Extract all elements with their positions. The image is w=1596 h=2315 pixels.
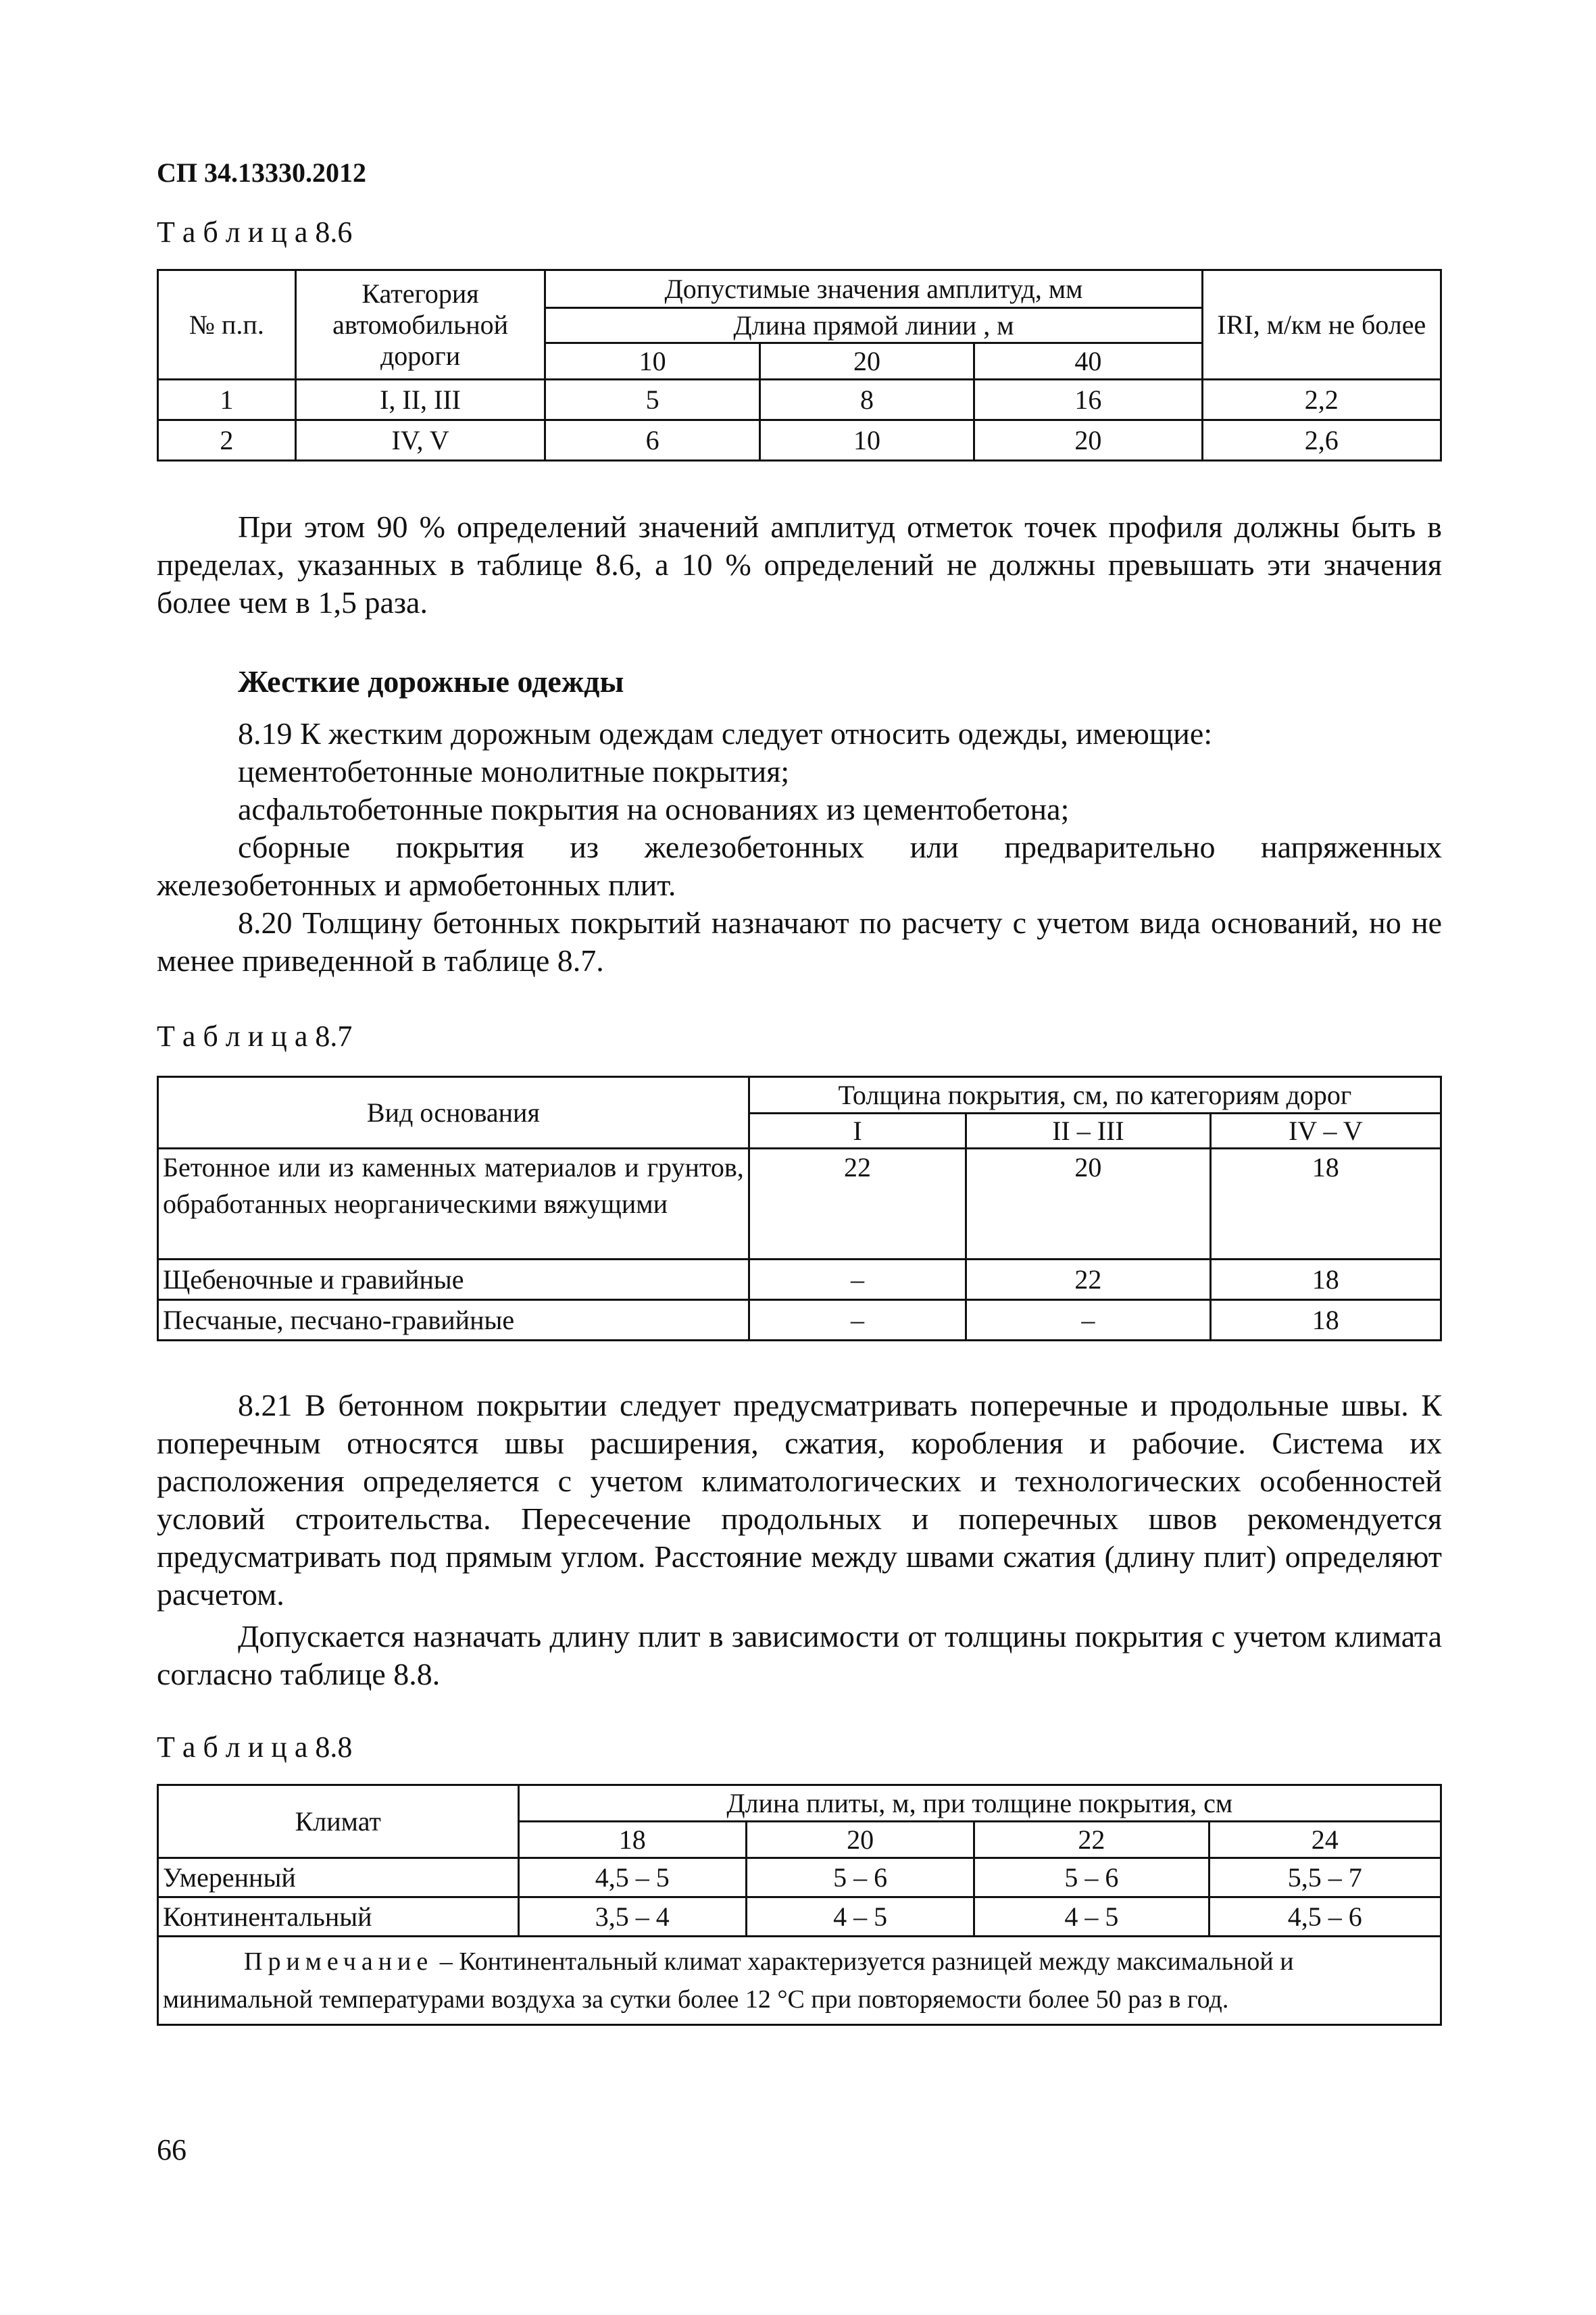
thickness-18: 18 bbox=[518, 1822, 746, 1858]
cell-base: Щебеночные и гравийные bbox=[158, 1260, 749, 1300]
cell-category: IV, V bbox=[295, 420, 545, 461]
cell-base: Бетонное или из каменных материалов и грунтов, обработанных неорганическими вяжущими bbox=[158, 1149, 749, 1260]
table-8-7 bbox=[157, 1076, 1442, 1341]
cell-value: 5 bbox=[545, 380, 759, 420]
header-thickness: Толщина покрытия, см, по категориям дорог bbox=[749, 1077, 1441, 1114]
header-amplitude: Допустимые значения амплитуд, мм bbox=[545, 270, 1202, 308]
document-code: СП 34.13330.2012 bbox=[157, 157, 366, 188]
table-row bbox=[158, 1858, 1441, 1897]
cell-climate: Умеренный bbox=[158, 1858, 519, 1897]
cell-value: 20 bbox=[974, 420, 1202, 461]
length-20: 20 bbox=[759, 343, 974, 380]
cell-value: 4,5 – 6 bbox=[1209, 1897, 1441, 1937]
table-note-row bbox=[158, 1937, 1441, 2025]
cell-value: 4 – 5 bbox=[974, 1897, 1209, 1937]
paragraph-8-19-item: асфальтобетонные покрытия на основаниях из цементобетона; bbox=[238, 792, 1070, 826]
cell-value: – bbox=[749, 1260, 966, 1300]
category-1: I bbox=[749, 1114, 966, 1149]
table-row bbox=[158, 380, 1441, 420]
header-base: Вид основания bbox=[158, 1077, 749, 1149]
header-line-length: Длина прямой линии , м bbox=[545, 308, 1202, 343]
section-heading: Жесткие дорожные одежды bbox=[238, 664, 624, 699]
header-category: Категория автомобильной дороги bbox=[295, 270, 545, 380]
cell-value: – bbox=[749, 1300, 966, 1341]
cell-num: 2 bbox=[158, 420, 296, 461]
cell-category: I, II, III bbox=[295, 380, 545, 420]
cell-value: 18 bbox=[1210, 1300, 1441, 1341]
table-row bbox=[158, 1260, 1441, 1300]
header-slab-length: Длина плиты, м, при толщине покрытия, см bbox=[518, 1785, 1441, 1822]
table-8-6 bbox=[157, 269, 1442, 462]
note-text: – Континентальный климат характеризуется разницей между максимальной и минимальной температурами воздуха за сутки более 12 °С при повторяемости более 50 раз в год. bbox=[163, 1947, 1294, 2014]
cell-value: 20 bbox=[966, 1149, 1210, 1260]
cell-value: 16 bbox=[974, 380, 1202, 420]
length-10: 10 bbox=[545, 343, 759, 380]
cell-value: 8 bbox=[759, 380, 974, 420]
paragraph-amplitudes: При этом 90 % определений значений амплитуд отметок точек профиля должны быть в пределах, указанных в таблице 8.6, а 10 % определений не должны превышать эти значения более чем в 1,5 раза. bbox=[157, 509, 1442, 620]
table-8-6-caption: Т а б л и ц а 8.6 bbox=[157, 216, 353, 249]
thickness-24: 24 bbox=[1209, 1822, 1441, 1858]
cell-value: 4,5 – 5 bbox=[518, 1858, 746, 1897]
paragraph-8-20: 8.20 Толщину бетонных покрытий назначают по расчету с учетом вида оснований, но не менее приведенной в таблице 8.7. bbox=[157, 905, 1442, 978]
cell-value: 5 – 6 bbox=[746, 1858, 974, 1897]
cell-num: 1 bbox=[158, 380, 296, 420]
cell-value: 4 – 5 bbox=[746, 1897, 974, 1937]
table-8-8-caption: Т а б л и ц а 8.8 bbox=[157, 1731, 353, 1764]
cell-value: 22 bbox=[749, 1149, 966, 1260]
paragraph-slab-length: Допускается назначать длину плит в зависимости от толщины покрытия с учетом климата согласно таблице 8.8. bbox=[157, 1619, 1442, 1691]
cell-value: 6 bbox=[545, 420, 759, 461]
table-8-8 bbox=[157, 1784, 1442, 2026]
cell-value: 10 bbox=[759, 420, 974, 461]
paragraph-8-21: 8.21 В бетонном покрытии следует предусматривать поперечные и продольные швы. К поперечным относятся швы расширения, сжатия, коробления и рабочие. Система их расположения определяется с учетом климатологических и технологических особенностей условий строительства. Пересечение продольных и поперечных швов рекомендуется предусматривать под прямым углом. Расстояние между швами сжатия (длину плит) определяют расчетом. bbox=[157, 1388, 1442, 1612]
header-num: № п.п. bbox=[158, 270, 296, 380]
header-iri: IRI, м/км не более bbox=[1202, 270, 1441, 380]
paragraph-8-19-item: цементобетонные монолитные покрытия; bbox=[238, 754, 790, 789]
table-row bbox=[158, 420, 1441, 461]
category-4-5: IV – V bbox=[1210, 1114, 1441, 1149]
cell-value: 18 bbox=[1210, 1149, 1441, 1260]
table-row bbox=[158, 1300, 1441, 1341]
table-row bbox=[158, 1149, 1441, 1260]
thickness-20: 20 bbox=[746, 1822, 974, 1858]
cell-value: 18 bbox=[1210, 1260, 1441, 1300]
cell-value: 5 – 6 bbox=[974, 1858, 1209, 1897]
cell-value: 3,5 – 4 bbox=[518, 1897, 746, 1937]
table-8-7-caption: Т а б л и ц а 8.7 bbox=[157, 1020, 353, 1053]
paragraph-8-19-intro: 8.19 К жестким дорожным одеждам следует относить одежды, имеющие: bbox=[238, 716, 1213, 751]
cell-base: Песчаные, песчано-гравийные bbox=[158, 1300, 749, 1341]
cell-value: 22 bbox=[966, 1260, 1210, 1300]
thickness-22: 22 bbox=[974, 1822, 1209, 1858]
paragraph-8-19-item: сборные покрытия из железобетонных или предварительно напряженных железобетонных и армобетонных плит. bbox=[157, 830, 1442, 902]
page-number: 66 bbox=[157, 2133, 186, 2166]
table-row bbox=[158, 1897, 1441, 1937]
cell-iri: 2,2 bbox=[1202, 380, 1441, 420]
category-2-3: II – III bbox=[966, 1114, 1210, 1149]
cell-climate: Континентальный bbox=[158, 1897, 519, 1937]
note-label: Примечание bbox=[244, 1947, 434, 1976]
cell-value: – bbox=[966, 1300, 1210, 1341]
cell-iri: 2,6 bbox=[1202, 420, 1441, 461]
cell-value: 5,5 – 7 bbox=[1209, 1858, 1441, 1897]
length-40: 40 bbox=[974, 343, 1202, 380]
header-climate: Климат bbox=[158, 1785, 519, 1858]
table-note bbox=[158, 1937, 1441, 2025]
